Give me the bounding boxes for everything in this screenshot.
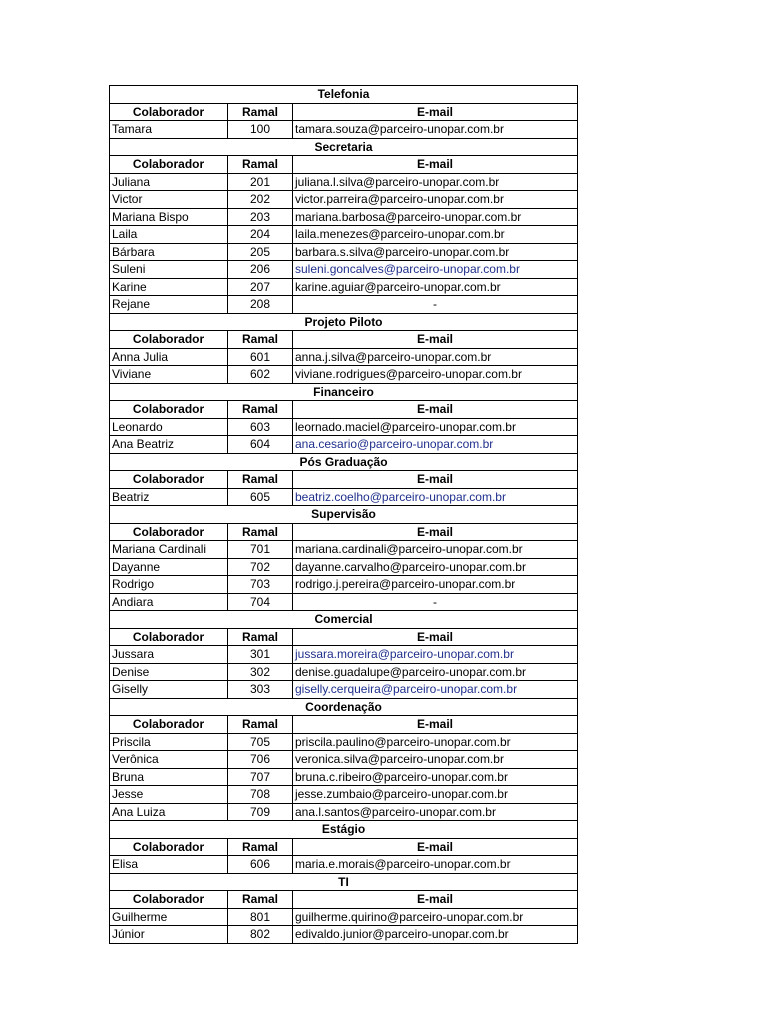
column-header-row (110, 103, 578, 121)
extension-number: 708 (228, 786, 293, 804)
collaborator-name: Júnior (110, 926, 228, 944)
header-email: E-mail (293, 401, 578, 419)
collaborator-name: Jussara (110, 646, 228, 664)
table-row (110, 296, 578, 314)
extension-number: 303 (228, 681, 293, 699)
collaborator-name: Anna Julia (110, 348, 228, 366)
email-address: ana.l.santos@parceiro-unopar.com.br (293, 803, 578, 821)
header-colaborador: Colaborador (110, 331, 228, 349)
email-address: juliana.l.silva@parceiro-unopar.com.br (293, 173, 578, 191)
extension-number: 601 (228, 348, 293, 366)
extension-number: 202 (228, 191, 293, 209)
extension-number: 606 (228, 856, 293, 874)
header-colaborador: Colaborador (110, 716, 228, 734)
department-title-row (110, 138, 578, 156)
email-address: leornado.maciel@parceiro-unopar.com.br (293, 418, 578, 436)
extension-directory-table (109, 85, 578, 944)
department-title: Projeto Piloto (110, 313, 578, 331)
email-address[interactable]: ana.cesario@parceiro-unopar.com.br (293, 436, 578, 454)
header-email: E-mail (293, 891, 578, 909)
column-header-row (110, 331, 578, 349)
header-ramal: Ramal (228, 838, 293, 856)
collaborator-name: Karine (110, 278, 228, 296)
collaborator-name: Juliana (110, 173, 228, 191)
table-row (110, 593, 578, 611)
extension-number: 302 (228, 663, 293, 681)
extension-number: 702 (228, 558, 293, 576)
department-title: TI (110, 873, 578, 891)
extension-number: 602 (228, 366, 293, 384)
extension-number: 604 (228, 436, 293, 454)
extension-number: 802 (228, 926, 293, 944)
collaborator-name: Mariana Cardinali (110, 541, 228, 559)
email-address: veronica.silva@parceiro-unopar.com.br (293, 751, 578, 769)
table-row (110, 488, 578, 506)
collaborator-name: Priscila (110, 733, 228, 751)
extension-number: 206 (228, 261, 293, 279)
table-row (110, 366, 578, 384)
email-address: laila.menezes@parceiro-unopar.com.br (293, 226, 578, 244)
header-ramal: Ramal (228, 331, 293, 349)
department-title: Telefonia (110, 86, 578, 104)
table-row (110, 191, 578, 209)
department-title-row (110, 86, 578, 104)
table-row (110, 856, 578, 874)
extension-number: 100 (228, 121, 293, 139)
header-ramal: Ramal (228, 891, 293, 909)
email-address: priscila.paulino@parceiro-unopar.com.br (293, 733, 578, 751)
table-row (110, 278, 578, 296)
department-title-row (110, 383, 578, 401)
header-ramal: Ramal (228, 156, 293, 174)
extension-number: 706 (228, 751, 293, 769)
header-ramal: Ramal (228, 716, 293, 734)
department-title-row (110, 506, 578, 524)
collaborator-name: Laila (110, 226, 228, 244)
header-ramal: Ramal (228, 471, 293, 489)
table-row (110, 348, 578, 366)
email-address: tamara.souza@parceiro-unopar.com.br (293, 121, 578, 139)
collaborator-name: Ana Beatriz (110, 436, 228, 454)
extension-number: 709 (228, 803, 293, 821)
column-header-row (110, 628, 578, 646)
collaborator-name: Jesse (110, 786, 228, 804)
header-email: E-mail (293, 471, 578, 489)
column-header-row (110, 156, 578, 174)
column-header-row (110, 401, 578, 419)
column-header-row (110, 716, 578, 734)
department-title: Comercial (110, 611, 578, 629)
email-address: denise.guadalupe@parceiro-unopar.com.br (293, 663, 578, 681)
email-placeholder: - (293, 593, 578, 611)
email-address[interactable]: giselly.cerqueira@parceiro-unopar.com.br (293, 681, 578, 699)
table-row (110, 803, 578, 821)
collaborator-name: Victor (110, 191, 228, 209)
collaborator-name: Verônica (110, 751, 228, 769)
header-email: E-mail (293, 838, 578, 856)
table-row (110, 541, 578, 559)
extension-number: 605 (228, 488, 293, 506)
department-title-row (110, 821, 578, 839)
header-colaborador: Colaborador (110, 523, 228, 541)
email-address: barbara.s.silva@parceiro-unopar.com.br (293, 243, 578, 261)
collaborator-name: Andiara (110, 593, 228, 611)
collaborator-name: Denise (110, 663, 228, 681)
collaborator-name: Mariana Bispo (110, 208, 228, 226)
email-address: anna.j.silva@parceiro-unopar.com.br (293, 348, 578, 366)
header-email: E-mail (293, 103, 578, 121)
table-row (110, 243, 578, 261)
extension-number: 705 (228, 733, 293, 751)
collaborator-name: Elisa (110, 856, 228, 874)
department-title: Financeiro (110, 383, 578, 401)
department-title: Secretaria (110, 138, 578, 156)
email-address: victor.parreira@parceiro-unopar.com.br (293, 191, 578, 209)
header-email: E-mail (293, 331, 578, 349)
extension-number: 201 (228, 173, 293, 191)
email-address: bruna.c.ribeiro@parceiro-unopar.com.br (293, 768, 578, 786)
table-row (110, 786, 578, 804)
header-email: E-mail (293, 716, 578, 734)
table-row (110, 226, 578, 244)
table-row (110, 208, 578, 226)
collaborator-name: Bruna (110, 768, 228, 786)
collaborator-name: Guilherme (110, 908, 228, 926)
table-row (110, 768, 578, 786)
department-title-row (110, 611, 578, 629)
header-colaborador: Colaborador (110, 471, 228, 489)
extension-number: 301 (228, 646, 293, 664)
collaborator-name: Leonardo (110, 418, 228, 436)
department-title: Coordenação (110, 698, 578, 716)
column-header-row (110, 891, 578, 909)
department-title-row (110, 698, 578, 716)
header-ramal: Ramal (228, 401, 293, 419)
table-row (110, 261, 578, 279)
email-address: dayanne.carvalho@parceiro-unopar.com.br (293, 558, 578, 576)
table-row (110, 418, 578, 436)
table-row (110, 576, 578, 594)
extension-number: 801 (228, 908, 293, 926)
department-title-row (110, 873, 578, 891)
extension-number: 603 (228, 418, 293, 436)
department-title: Supervisão (110, 506, 578, 524)
header-ramal: Ramal (228, 103, 293, 121)
email-address: mariana.barbosa@parceiro-unopar.com.br (293, 208, 578, 226)
extension-number: 203 (228, 208, 293, 226)
column-header-row (110, 838, 578, 856)
table-row (110, 173, 578, 191)
extension-number: 703 (228, 576, 293, 594)
header-colaborador: Colaborador (110, 628, 228, 646)
email-address[interactable]: suleni.goncalves@parceiro-unopar.com.br (293, 261, 578, 279)
header-ramal: Ramal (228, 523, 293, 541)
email-address: maria.e.morais@parceiro-unopar.com.br (293, 856, 578, 874)
extension-number: 207 (228, 278, 293, 296)
email-address: jesse.zumbaio@parceiro-unopar.com.br (293, 786, 578, 804)
table-row (110, 908, 578, 926)
table-row (110, 121, 578, 139)
table-row (110, 733, 578, 751)
collaborator-name: Viviane (110, 366, 228, 384)
directory-body (110, 86, 578, 944)
column-header-row (110, 471, 578, 489)
header-colaborador: Colaborador (110, 156, 228, 174)
collaborator-name: Rejane (110, 296, 228, 314)
column-header-row (110, 523, 578, 541)
collaborator-name: Bárbara (110, 243, 228, 261)
extension-number: 707 (228, 768, 293, 786)
department-title-row (110, 453, 578, 471)
header-colaborador: Colaborador (110, 401, 228, 419)
email-address: viviane.rodrigues@parceiro-unopar.com.br (293, 366, 578, 384)
department-title-row (110, 313, 578, 331)
department-title: Pós Graduação (110, 453, 578, 471)
table-row (110, 558, 578, 576)
collaborator-name: Suleni (110, 261, 228, 279)
email-address: edivaldo.junior@parceiro-unopar.com.br (293, 926, 578, 944)
email-address: mariana.cardinali@parceiro-unopar.com.br (293, 541, 578, 559)
email-address[interactable]: beatriz.coelho@parceiro-unopar.com.br (293, 488, 578, 506)
table-row (110, 646, 578, 664)
collaborator-name: Giselly (110, 681, 228, 699)
header-colaborador: Colaborador (110, 103, 228, 121)
table-row (110, 926, 578, 944)
table-row (110, 436, 578, 454)
email-address: rodrigo.j.pereira@parceiro-unopar.com.br (293, 576, 578, 594)
collaborator-name: Rodrigo (110, 576, 228, 594)
extension-number: 704 (228, 593, 293, 611)
extension-number: 701 (228, 541, 293, 559)
extension-number: 204 (228, 226, 293, 244)
table-row (110, 663, 578, 681)
header-ramal: Ramal (228, 628, 293, 646)
table-row (110, 681, 578, 699)
collaborator-name: Dayanne (110, 558, 228, 576)
header-colaborador: Colaborador (110, 838, 228, 856)
email-placeholder: - (293, 296, 578, 314)
extension-number: 205 (228, 243, 293, 261)
header-email: E-mail (293, 628, 578, 646)
header-email: E-mail (293, 156, 578, 174)
email-address[interactable]: jussara.moreira@parceiro-unopar.com.br (293, 646, 578, 664)
email-address: karine.aguiar@parceiro-unopar.com.br (293, 278, 578, 296)
table-row (110, 751, 578, 769)
header-colaborador: Colaborador (110, 891, 228, 909)
collaborator-name: Beatriz (110, 488, 228, 506)
collaborator-name: Ana Luiza (110, 803, 228, 821)
collaborator-name: Tamara (110, 121, 228, 139)
extension-number: 208 (228, 296, 293, 314)
department-title: Estágio (110, 821, 578, 839)
header-email: E-mail (293, 523, 578, 541)
email-address: guilherme.quirino@parceiro-unopar.com.br (293, 908, 578, 926)
